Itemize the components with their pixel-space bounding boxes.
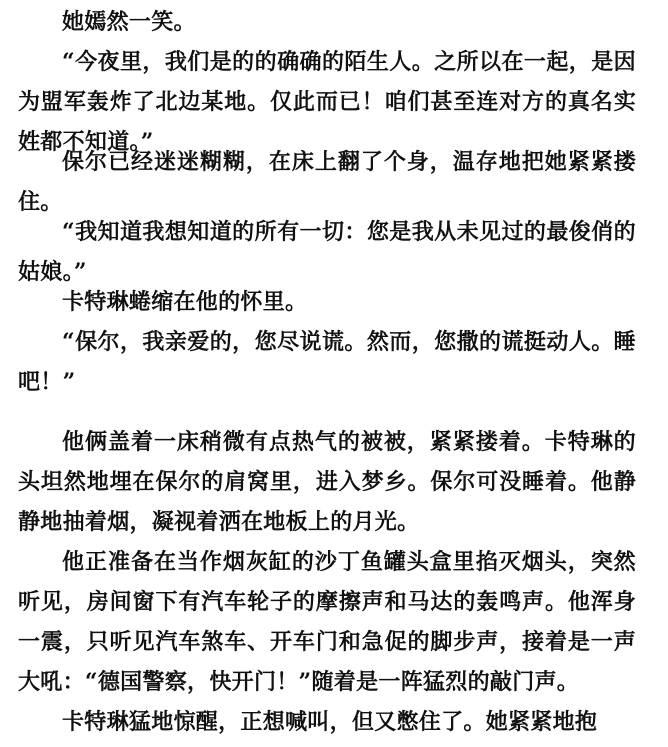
paragraph-smile: 她嫣然一笑。 — [62, 9, 196, 35]
paragraph-night-scene: 他俩盖着一床稍微有点热气的被被，紧紧搂着。卡特琳的头坦然地埋在保尔的肩窝里，进入梦乡。保尔可没睡着。他静静地抽着烟，凝视着洒在地板上的月光。 — [18, 429, 636, 535]
paragraph-paul-reply: “我知道我想知道的所有一切：您是我从未见过的最俊俏的姑娘。” — [18, 219, 636, 285]
paragraph-katherine-wakes: 卡特琳猛地惊醒，正想喊叫，但又憋住了。她紧紧地抱 — [62, 709, 598, 735]
paragraph-katherine-curls: 卡特琳蜷缩在他的怀里。 — [62, 289, 308, 315]
paragraph-paul-embrace: 保尔已经迷迷糊糊，在床上翻了个身，温存地把她紧紧搂住。 — [18, 149, 636, 215]
paragraph-police-arrival: 他正准备在当作烟灰缸的沙丁鱼罐头盒里掐灭烟头，突然听见，房间窗下有汽车轮子的摩擦声和马达的轰鸣声。他浑身一震，只听见汽车煞车、开车门和急促的脚步声，接着是一声大吼：“德国警察，快开门！”随着是一阵猛烈的敲门声。 — [18, 549, 636, 695]
paragraph-katherine-reply: “保尔，我亲爱的，您尽说谎。然而，您撒的谎挺动人。睡吧！” — [18, 329, 636, 395]
paragraph-strangers-dialogue: “今夜里，我们是的的确确的陌生人。之所以在一起，是因为盟军轰炸了北边某地。仅此而已！咱们甚至连对方的真名实姓都不知道。” — [18, 49, 636, 155]
